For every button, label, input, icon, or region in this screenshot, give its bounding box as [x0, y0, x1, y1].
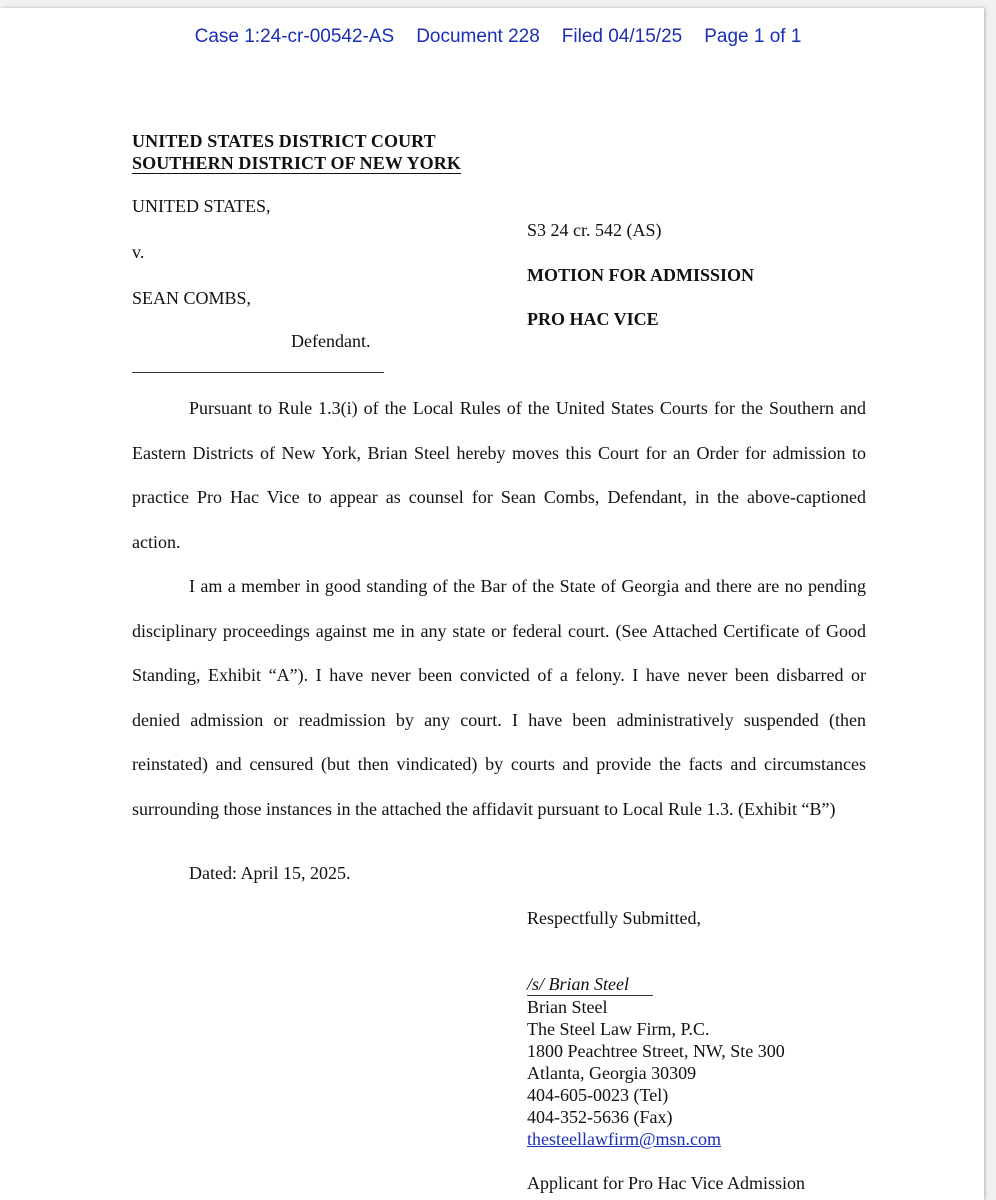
caption-defendant: SEAN COMBS,: [132, 288, 252, 308]
body-paragraph-1: Pursuant to Rule 1.3(i) of the Local Rules of the United States Courts for the Southern and Eastern Districts of New York, Brian Steel hereby moves this Court for an Order for admission to practice Pro Hac Vice to appear as counsel for Sean Combs, Defendant, in the above-captioned action.: [132, 398, 866, 552]
ecf-filing-header: [0, 26, 996, 48]
ecf-filed-date: Filed 04/15/25: [561, 26, 683, 47]
court-name: UNITED STATES DISTRICT COURT: [132, 131, 436, 151]
applicant-label: Applicant for Pro Hac Vice Admission: [527, 1173, 806, 1193]
firm-address-city: Atlanta, Georgia 30309: [527, 1063, 697, 1083]
caption-divider: [132, 372, 384, 373]
caption-versus: v.: [132, 242, 145, 262]
caption-plaintiff: UNITED STATES,: [132, 196, 271, 216]
body-paragraph-2: I am a member in good standing of the Bar of the State of Georgia and there are no pending disciplinary proceedings against me in any state or federal court. (See Attached Certificate of Good Standing, Exhibit “A”). I have never been convicted of a felony. I have never been disbarred or denied admission or readmission by any court. I have been administratively suspended (then reinstated) and censured (but then vindicated) by courts and provide the facts and circumstances surrounding those instances in the attached the affidavit pursuant to Local Rule 1.3. (Exhibit “B”): [132, 576, 866, 819]
closing-line: Respectfully Submitted,: [527, 908, 701, 928]
electronic-signature: /s/ Brian Steel: [527, 973, 653, 996]
caption-defendant-label: Defendant.: [291, 331, 371, 351]
ecf-case-number: Case 1:24-cr-00542-AS: [194, 26, 395, 47]
firm-email-link[interactable]: thesteellawfirm@msn.com: [527, 1129, 722, 1149]
firm-fax: 404-352-5636 (Fax): [527, 1107, 673, 1127]
case-number: S3 24 cr. 542 (AS): [527, 220, 662, 240]
court-district: SOUTHERN DISTRICT OF NEW YORK: [132, 153, 461, 173]
motion-subtitle: PRO HAC VICE: [527, 309, 659, 329]
court-heading: [132, 130, 461, 174]
motion-title: MOTION FOR ADMISSION: [527, 265, 755, 285]
dated-line: Dated: April 15, 2025.: [189, 863, 351, 883]
firm-address-street: 1800 Peachtree Street, NW, Ste 300: [527, 1041, 785, 1061]
ecf-document-number: Document 228: [416, 26, 540, 47]
document-page: [0, 8, 984, 1200]
firm-name: The Steel Law Firm, P.C.: [527, 1019, 710, 1039]
firm-telephone: 404-605-0023 (Tel): [527, 1085, 669, 1105]
ecf-page-count: Page 1 of 1: [704, 26, 802, 47]
signer-name: Brian Steel: [527, 997, 608, 1017]
motion-body: [132, 386, 866, 831]
signature-block: [527, 973, 805, 1194]
